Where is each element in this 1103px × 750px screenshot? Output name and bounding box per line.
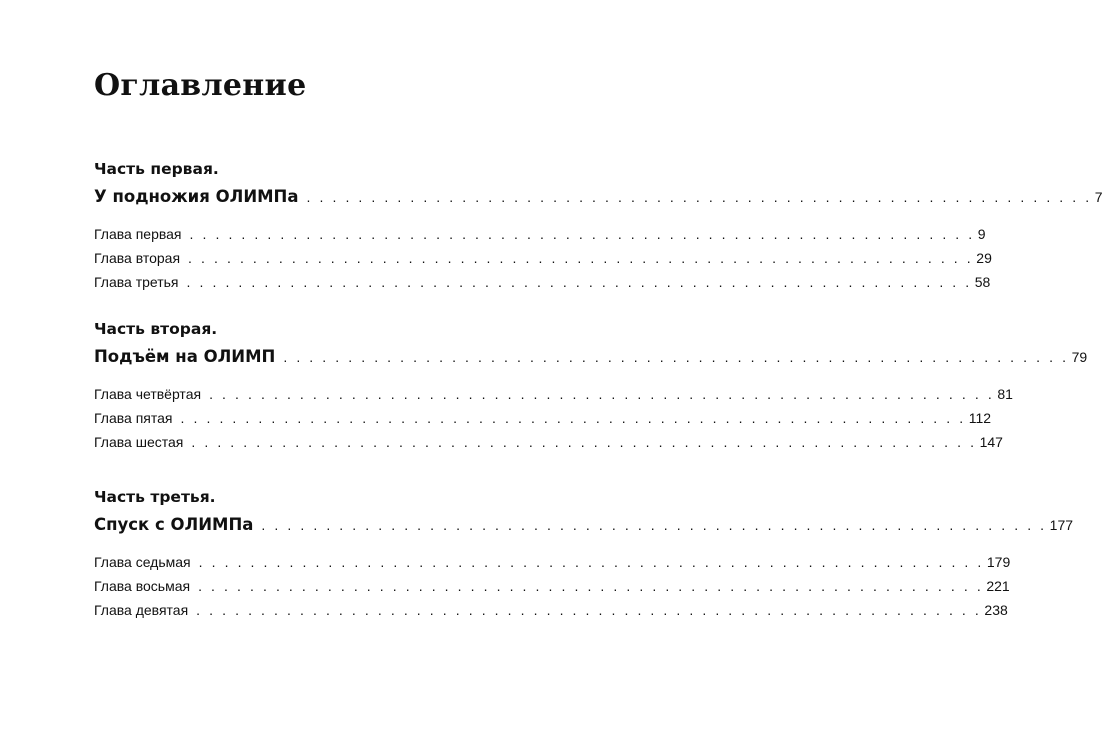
chapter-entry[interactable] [94,270,991,294]
dot-leader: . . . . . . . . . . . . . . . . . . . . . . . . . . . . . . . . . . . . . . . . . . . . . . . . . . . . . . . . . . . . . [261,517,1047,533]
dot-leader: . . . . . . . . . . . . . . . . . . . . . . . . . . . . . . . . . . . . . . . . . . . . . . . . . . . . . . . . . . . . . [186,274,972,290]
chapter-title: Глава шестая [94,434,184,450]
chapter-entry[interactable] [94,550,1011,574]
dot-leader: . . . . . . . . . . . . . . . . . . . . . . . . . . . . . . . . . . . . . . . . . . . . . . . . . . . . . . . . . . . . . [283,349,1069,365]
part-1 [94,158,1103,294]
part-3 [94,486,1074,622]
page-number: 81 [997,386,1013,402]
chapter-title: Глава девятая [94,602,189,618]
chapter-list [94,382,1013,454]
page-number: 221 [986,578,1010,594]
part-label: Часть вторая. [94,320,218,338]
chapter-entry[interactable] [94,382,1013,406]
page-number: 238 [984,602,1008,618]
dot-leader: . . . . . . . . . . . . . . . . . . . . . . . . . . . . . . . . . . . . . . . . . . . . . . . . . . . . . . . . . . . . . [191,434,977,450]
page-number: 177 [1049,517,1074,533]
page-number: 112 [968,410,992,426]
part-title: Подъём на ОЛИМП [94,347,276,366]
page-number: 179 [986,554,1011,570]
chapter-list [94,550,1011,622]
page-number: 58 [974,274,991,290]
part-title: Спуск с ОЛИМПа [94,515,254,534]
chapter-title: Глава первая [94,226,182,242]
dot-leader: . . . . . . . . . . . . . . . . . . . . . . . . . . . . . . . . . . . . . . . . . . . . . . . . . . . . . . . . . . . . . [209,386,995,402]
page-number: 147 [979,434,1003,450]
page-title: Оглавление [94,68,307,103]
dot-leader: . . . . . . . . . . . . . . . . . . . . . . . . . . . . . . . . . . . . . . . . . . . . . . . . . . . . . . . . . . . . . [196,602,982,618]
chapter-title: Глава седьмая [94,554,191,570]
part-2 [94,318,1088,454]
chapter-title: Глава третья [94,274,179,290]
page-number: 7 [1094,189,1103,205]
part-label: Часть третья. [94,488,216,506]
chapter-entry[interactable] [94,574,1010,598]
chapter-entry[interactable] [94,406,992,430]
chapter-list [94,222,992,294]
part-label: Часть первая. [94,160,219,178]
page-number: 79 [1071,349,1088,365]
dot-leader: . . . . . . . . . . . . . . . . . . . . . . . . . . . . . . . . . . . . . . . . . . . . . . . . . . . . . . . . . . . . . [189,226,975,242]
dot-leader: . . . . . . . . . . . . . . . . . . . . . . . . . . . . . . . . . . . . . . . . . . . . . . . . . . . . . . . . . . . . . [198,554,984,570]
chapter-title: Глава пятая [94,410,173,426]
chapter-title: Глава вторая [94,250,181,266]
dot-leader: . . . . . . . . . . . . . . . . . . . . . . . . . . . . . . . . . . . . . . . . . . . . . . . . . . . . . . . . . . . . . [198,578,984,594]
part-title-entry[interactable] [94,344,1088,370]
chapter-entry[interactable] [94,430,1003,454]
dot-leader: . . . . . . . . . . . . . . . . . . . . . . . . . . . . . . . . . . . . . . . . . . . . . . . . . . . . . . . . . . . . . [188,250,974,266]
part-title-entry[interactable] [94,184,1103,210]
page-number: 9 [977,226,986,242]
chapter-entry[interactable] [94,246,992,270]
part-title-entry[interactable] [94,512,1074,538]
part-title: У подножия ОЛИМПа [94,187,299,206]
dot-leader: . . . . . . . . . . . . . . . . . . . . . . . . . . . . . . . . . . . . . . . . . . . . . . . . . . . . . . . . . . . . . [180,410,966,426]
chapter-title: Глава восьмая [94,578,191,594]
page-number: 29 [976,250,992,266]
chapter-title: Глава четвёртая [94,386,202,402]
dot-leader: . . . . . . . . . . . . . . . . . . . . . . . . . . . . . . . . . . . . . . . . . . . . . . . . . . . . . . . . . . . . . [306,189,1092,205]
chapter-entry[interactable] [94,598,1008,622]
chapter-entry[interactable] [94,222,986,246]
